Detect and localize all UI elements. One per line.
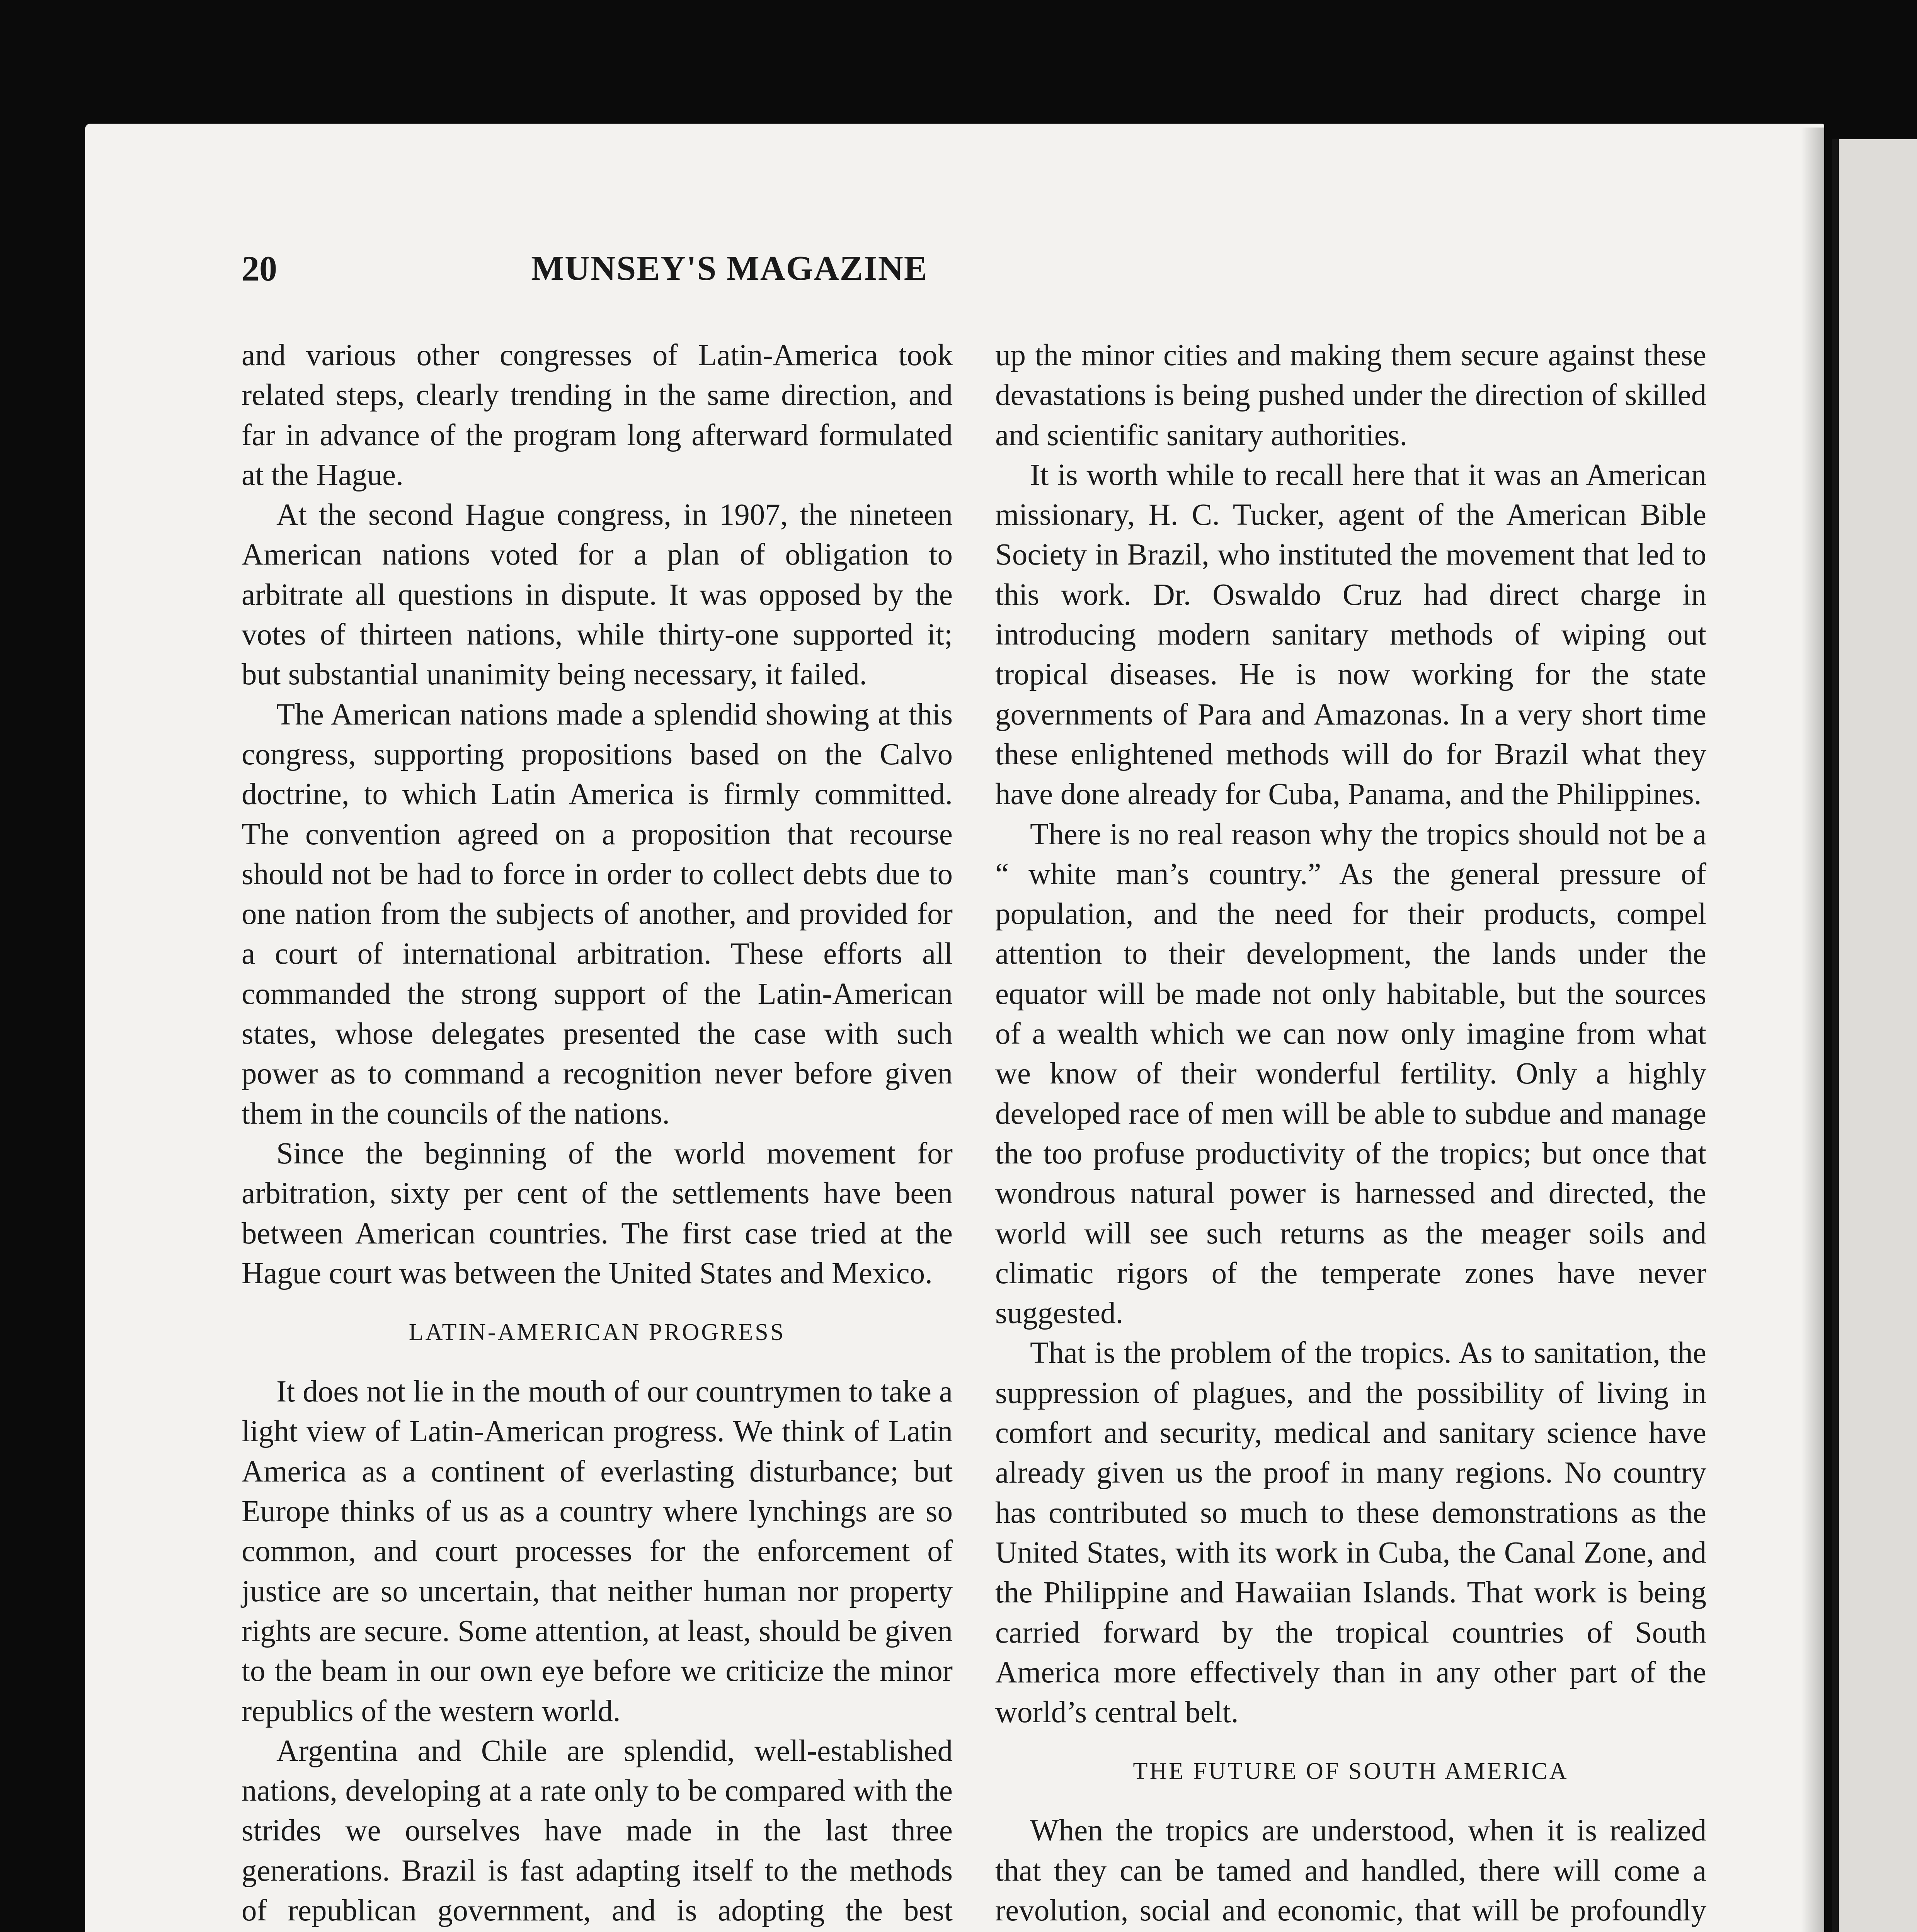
- left-column: [242, 335, 953, 1932]
- section-heading: THE FUTURE OF SOUTH AMERICA: [1133, 1758, 1569, 1785]
- paragraph: At the second Hague congress, in 1907, the nineteen American nations voted for a plan of obligation to arbitrate all questions in dispute. It was opposed by the votes of thirteen nations, while thirty-one supported it; but substantial unanimity being necessary, it failed.: [242, 498, 953, 692]
- paragraph: The American nations made a splendid showing at this congress, supporting propositions based on the Calvo doctrine, to which Latin America is firmly committed. The convention agreed on a proposition that recourse should not be had to force in order to collect debts due to one nation from the subjects of another, and provided for a court of international arbitration. These efforts all commanded the strong support of the Latin-American states, whose delegates presented the case with such power as to command a recognition never before given them in the councils of the nations.: [242, 697, 953, 1131]
- adjacent-page-edge: [1832, 139, 1917, 1932]
- paragraph: up the minor cities and making them secure against these devastations is being pushed under the direction of skilled and scientific sanitary authorities.: [995, 338, 1706, 452]
- paragraph: and various other congresses of Latin-America took related steps, clearly trending in the same direction, and far in advance of the program long afterward formulated at the Hague.: [242, 338, 953, 492]
- right-column: [995, 335, 1706, 1932]
- page-number: 20: [242, 249, 277, 288]
- paragraph: When the tropics are understood, when it is realized that they can be tamed and handled, there will come a revolution, social and economic, that will be profoundly: [995, 1814, 1706, 1927]
- gutter-shadow: [1801, 128, 1824, 1932]
- page-header: [242, 245, 1217, 292]
- paragraph: It does not lie in the mouth of our countrymen to take a light view of Latin-American progress. We think of Latin America as a continent of everlasting disturbance; but Europe thinks of us as a country where lynchings are so common, and court processes for the enforcement of justice are so uncertain, that neither human nor property rights are secure. Some attention, at least, should be given to the beam in our own eye before we criticize the minor republics of the western world.: [242, 1375, 953, 1728]
- paragraph: That is the problem of the tropics. As to sanitation, the suppression of plagues, and the possibility of living in comfort and security, medical and sanitary science have already given us the proof in many regions. No country has contributed so much to these demonstrations as the United States, with its work in Cuba, the Canal Zone, and the Philippine and Hawaiian Islands. That work is being carried forward by the tropical countries of South America more effectively than in any other part of the world’s central belt.: [995, 1336, 1706, 1730]
- section-heading: LATIN-AMERICAN PROGRESS: [409, 1319, 786, 1346]
- paragraph: Argentina and Chile are splendid, well-established nations, developing at a rate only to be compared with the strides we ourselves have made in the last three generations. Brazil is fast adapting itself to the methods of republican government, and is adopting the best: [242, 1734, 953, 1927]
- running-head: MUNSEY'S MAGAZINE: [531, 249, 928, 287]
- paragraph: Since the beginning of the world movement for arbitration, sixty per cent of the settlements have been between American countries. The first case tried at the Hague court was between the United States and Mexico.: [242, 1136, 953, 1290]
- paragraph: There is no real reason why the tropics should not be a “ white man’s country.” As the general pressure of population, and the need for their products, compel attention to their development, the lands under the equator will be made not only habitable, but the sources of a wealth which we can now only imagine from what we know of their wonderful fertility. Only a highly developed race of men will be able to subdue and manage the too profuse productivity of the tropics; but once that wondrous natural power is harnessed and directed, the world will see such returns as the meager soils and climatic rigors of the temperate zones have never suggested.: [995, 817, 1706, 1330]
- paragraph: It is worth while to recall here that it was an American missionary, H. C. Tucker, agent of the American Bible Society in Brazil, who instituted the movement that led to this work. Dr. Oswaldo Cruz had direct charge in introducing modern sanitary methods of wiping out tropical diseases. He is now working for the state governments of Para and Amazonas. In a very short time these enlightened methods will do for Brazil what they have done already for Cuba, Panama, and the Philippines.: [995, 458, 1706, 811]
